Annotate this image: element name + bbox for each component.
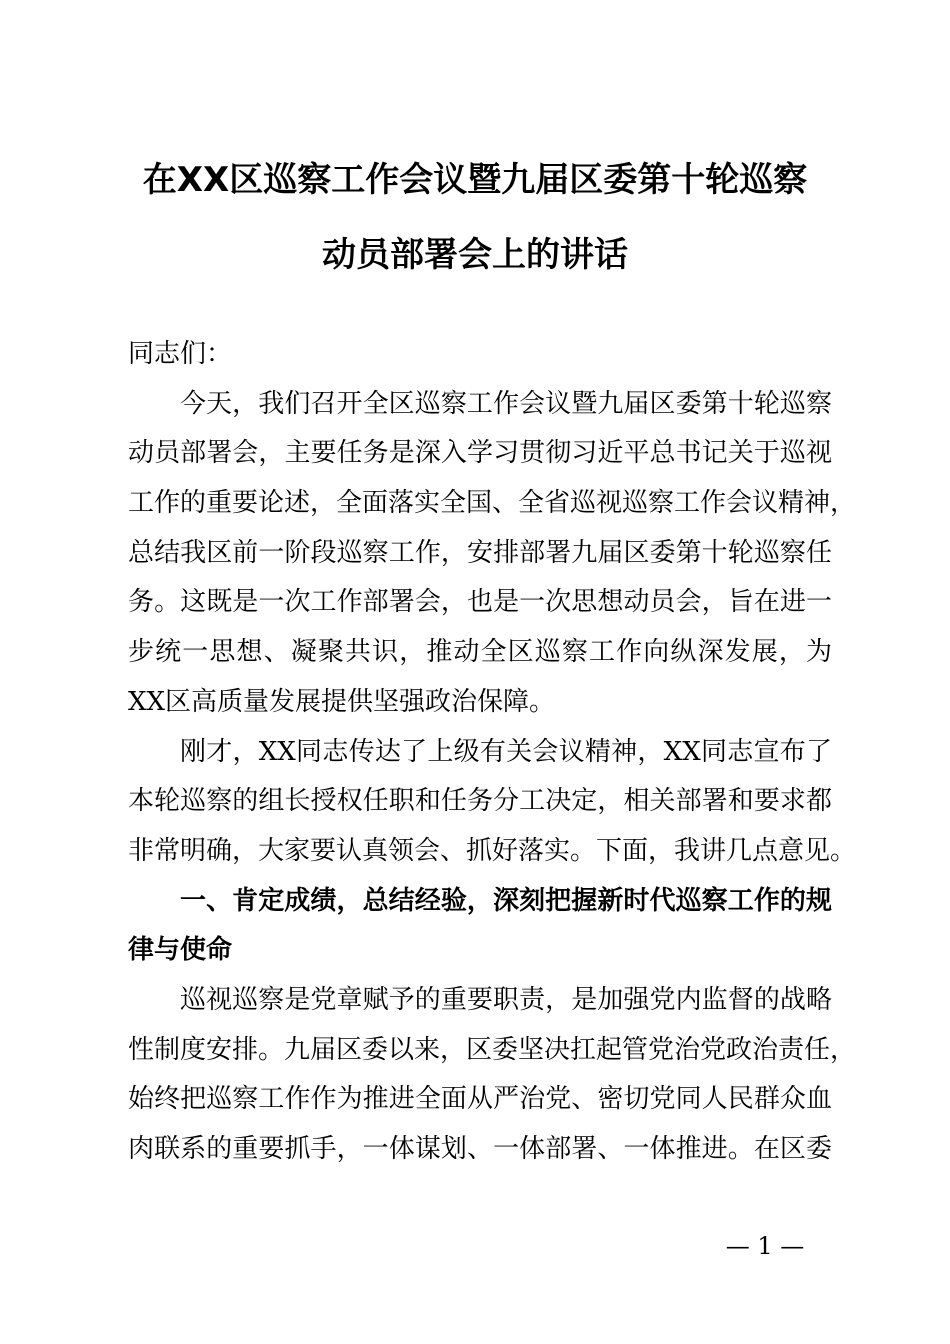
text-line: 步统一思想、凝聚共识，推动全区巡察工作向纵深发展，为 <box>128 637 832 668</box>
text-line: 工作的重要论述，全面落实全国、全省巡视巡察工作会议精神， <box>128 488 857 519</box>
text-line: 肉联系的重要抓手，一体谋划、一体部署、一体推进。在区委 <box>128 1134 832 1164</box>
page-number: — 1 — <box>725 1232 805 1260</box>
document-body <box>128 330 857 1175</box>
text-line: 本轮巡察的组长授权任职和任务分工决定，相关部署和要求都 <box>128 786 832 817</box>
text-line: 非常明确，大家要认真领会、抓好落实。下面，我讲几点意见。 <box>128 835 857 866</box>
heading-line: 律与使命 <box>128 935 233 966</box>
title-line: 动员部署会上的讲话 <box>322 235 628 275</box>
paragraph-intro <box>128 380 857 728</box>
text-line: 始终把巡察工作作为推进全面从严治党、密切党同人民群众血 <box>128 1084 832 1115</box>
title-line: 在XX区巡察工作会议暨九届区委第十轮巡察 <box>142 160 808 200</box>
text-line: 巡视巡察是党章赋予的重要职责，是加强党内监督的战略 <box>180 984 832 1015</box>
text-line: 刚才，XX同志传达了上级有关会议精神，XX同志宣布了 <box>180 736 832 767</box>
heading-line: 一、肯定成绩，总结经验，深刻把握新时代巡察工作的规 <box>180 885 832 916</box>
text-line: 今天，我们召开全区巡察工作会议暨九届区委第十轮巡察 <box>180 388 832 419</box>
text-line: 性制度安排。九届区委以来，区委坚决扛起管党治党政治责任， <box>128 1034 857 1065</box>
text-line: 动员部署会，主要任务是深入学习贯彻习近平总书记关于巡视 <box>128 438 832 469</box>
paragraph-context <box>128 728 857 877</box>
paragraph-section-1 <box>128 976 857 1175</box>
document-title <box>0 143 950 293</box>
salutation: 同志们： <box>128 339 233 369</box>
text-line: XX区高质量发展提供坚强政治保障。 <box>128 686 556 717</box>
section-heading <box>128 877 832 976</box>
text-line: 务。这既是一次工作部署会，也是一次思想动员会，旨在进一 <box>128 587 832 618</box>
text-line: 总结我区前一阶段巡察工作，安排部署九届区委第十轮巡察任 <box>128 537 832 568</box>
